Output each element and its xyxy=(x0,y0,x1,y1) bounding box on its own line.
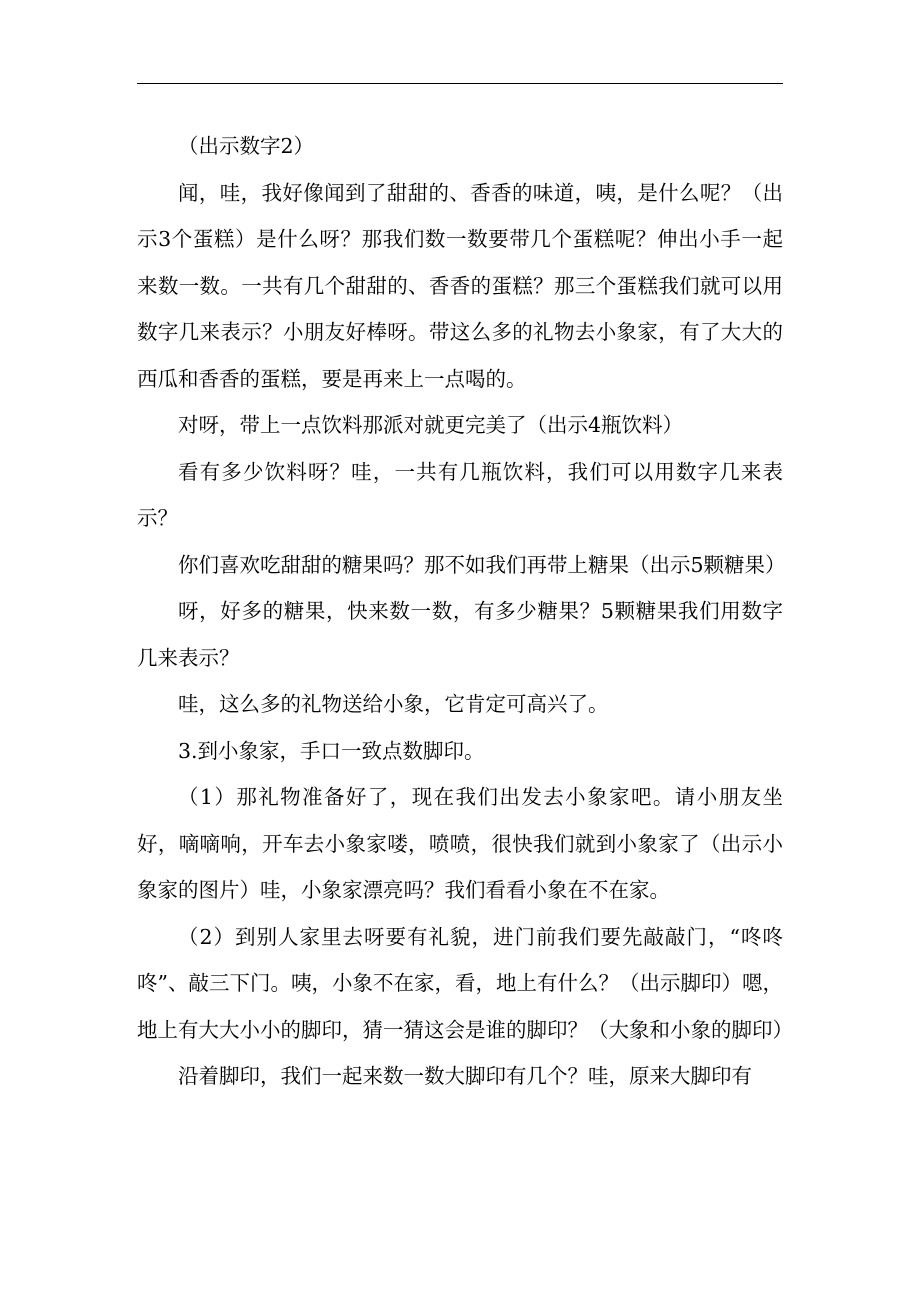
document-body xyxy=(137,123,793,1100)
paragraph: 呀，好多的糖果，快来数一数，有多少糖果？5颗糖果我们用数字几来表示？ xyxy=(137,599,783,670)
paragraph: （1）那礼物准备好了，现在我们出发去小象家吧。请小朋友坐好，嘀嘀响，开车去小象家喽，喷喷，很快我们就到小象家了（出示小象家的图片）哇，小象家漂亮吗？我们看看小象在不在家。 xyxy=(137,785,783,902)
paragraph: 沿着脚印，我们一起来数一数大脚印有几个？哇，原来大脚印有 xyxy=(178,1064,752,1088)
paragraph: 对呀，带上一点饮料那派对就更完美了（出示4瓶饮料） xyxy=(178,413,684,437)
paragraph: 闻，哇，我好像闻到了甜甜的、香香的味道，咦，是什么呢？（出示3个蛋糕）是什么呀？那我们数一数要带几个蛋糕呢？伸出小手一起来数一数。一共有几个甜甜的、香香的蛋糕？那三个蛋糕我们就可以用数字几来表示？小朋友好棒呀。带这么多的礼物去小象家，有了大大的西瓜和香香的蛋糕，要是再来上一点喝的。 xyxy=(137,180,783,391)
paragraph: （2）到别人家里去呀要有礼貌，进门前我们要先敲敲门，“咚咚咚”、敲三下门。咦，小象不在家，看，地上有什么？（出示脚印）嗯，地上有大大小小的脚印，猜一猜这会是谁的脚印？（大象和小象的脚印） xyxy=(137,924,793,1042)
header-rule xyxy=(137,83,783,84)
paragraph: （出示数字2） xyxy=(178,134,315,158)
paragraph: 看有多少饮料呀？哇，一共有几瓶饮料，我们可以用数字几来表示？ xyxy=(137,459,783,530)
paragraph: 你们喜欢吃甜甜的糖果吗？那不如我们再带上糖果（出示5颗糖果） xyxy=(178,552,786,577)
section-heading: 3.到小象家，手口一致点数脚印。 xyxy=(178,738,485,763)
paragraph: 哇，这么多的礼物送给小象，它肯定可高兴了。 xyxy=(178,692,609,716)
